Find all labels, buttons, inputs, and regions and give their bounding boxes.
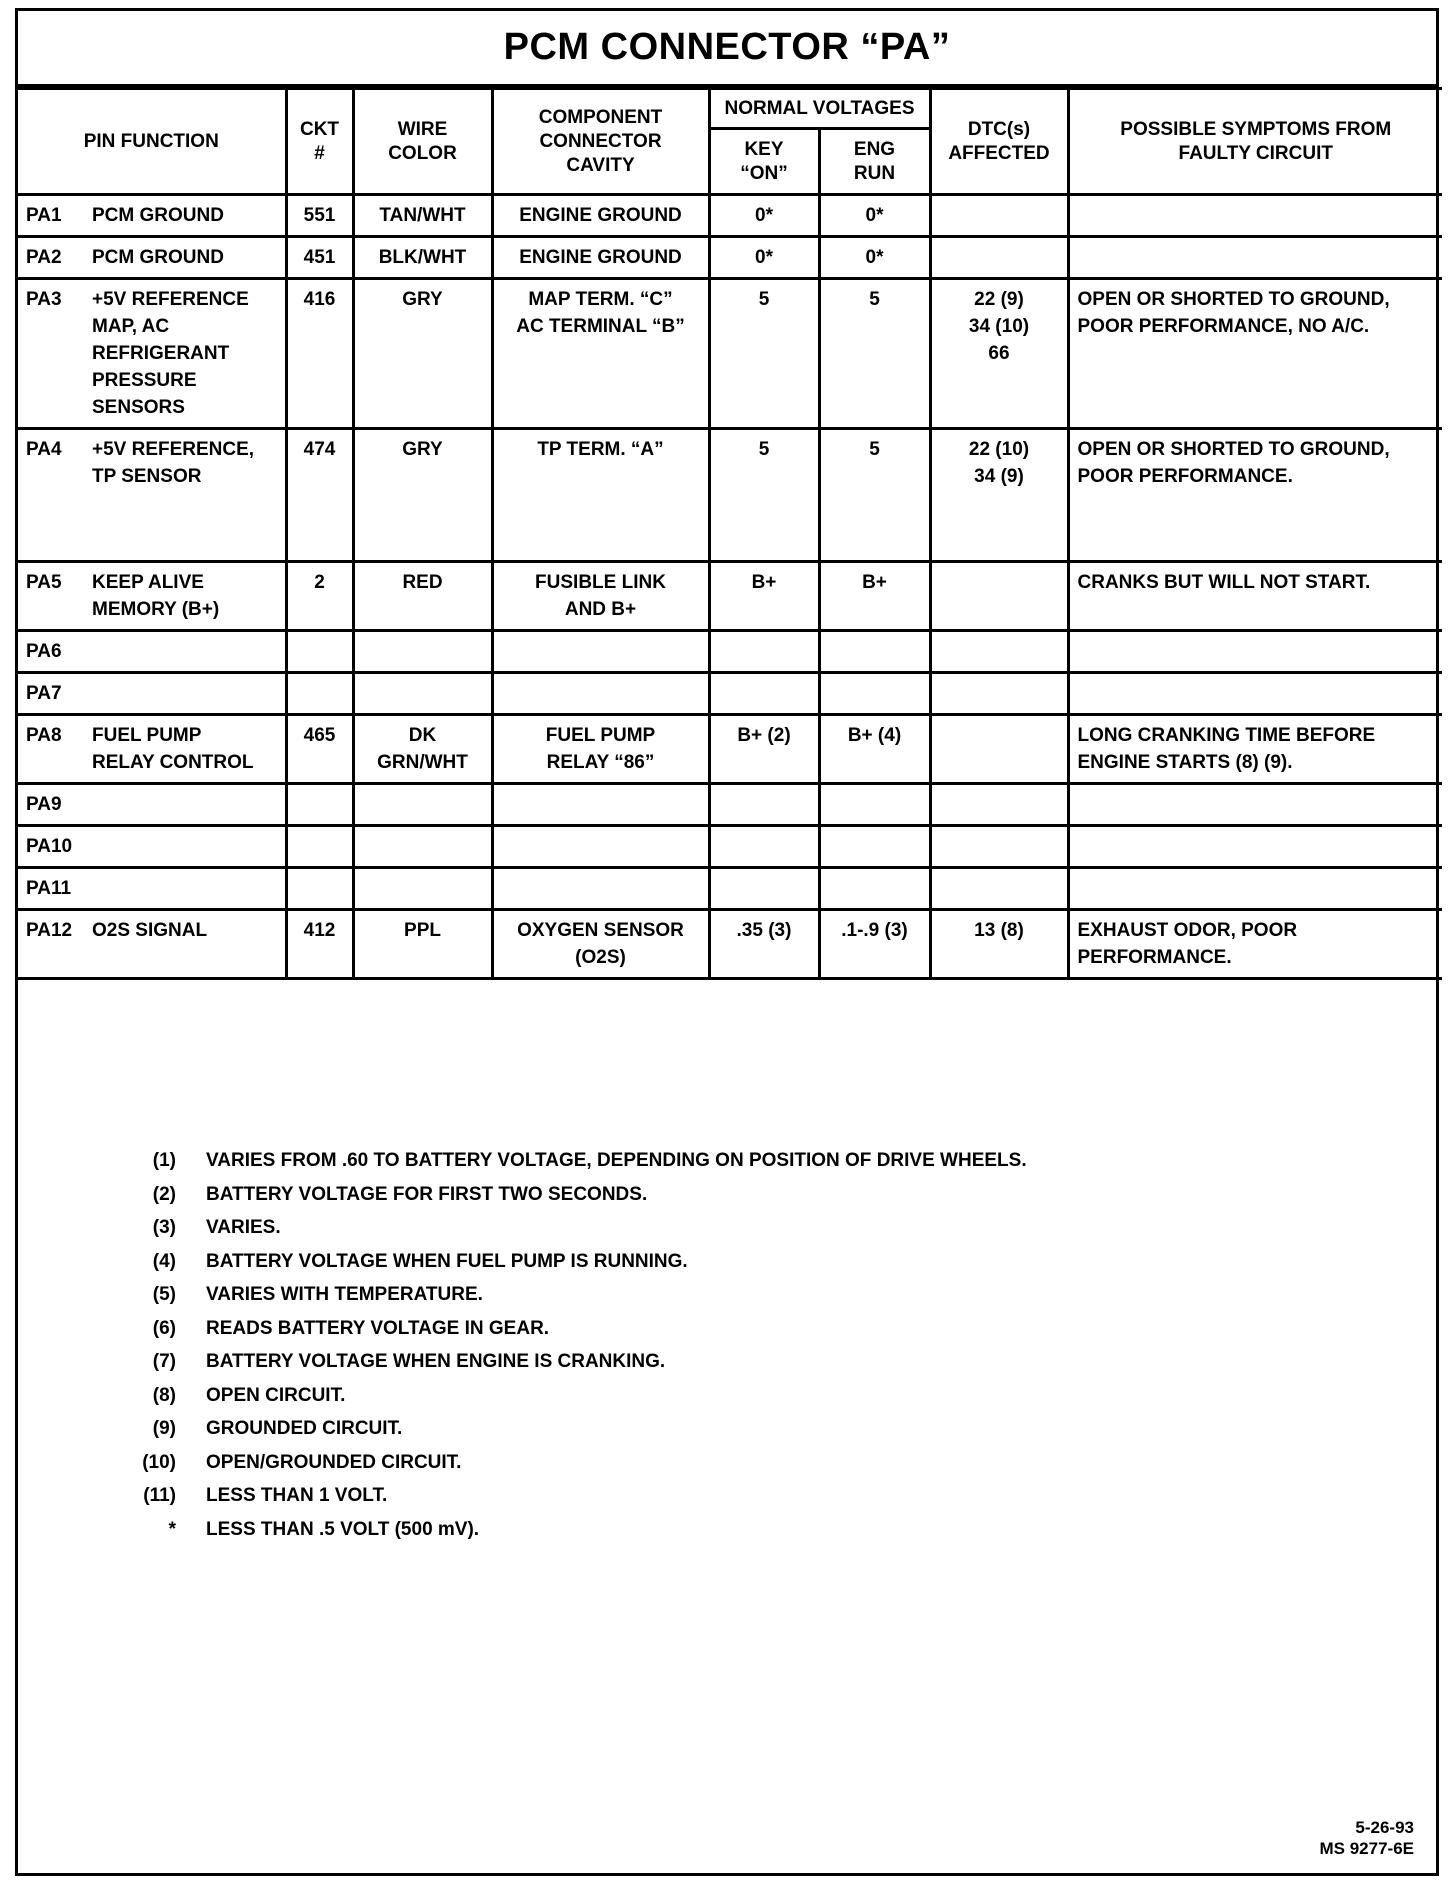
table-row (18, 826, 1442, 868)
pin-id: PA7 (26, 683, 62, 704)
pin-function (92, 875, 277, 902)
footnote-number: (5) (152, 1284, 176, 1305)
footnote-text: BATTERY VOLTAGE FOR FIRST TWO SECONDS. (206, 1183, 648, 1205)
pin-id: PA8 (26, 725, 62, 746)
pin-function-cell (18, 429, 286, 562)
header-key-on: KEY “ON” (709, 129, 819, 195)
circuit-number: 451 (286, 237, 353, 279)
key-on-voltage: 5 (709, 429, 819, 562)
pin-function: PCM GROUND (92, 205, 224, 226)
circuit-number (286, 673, 353, 715)
key-on-voltage: .35 (3) (709, 910, 819, 979)
dtc-affected (930, 195, 1068, 237)
possible-symptoms (1068, 195, 1442, 237)
eng-run-voltage (819, 673, 930, 715)
document-footer (1320, 1817, 1415, 1859)
table-row (18, 673, 1442, 715)
footnote-text: VARIES FROM .60 TO BATTERY VOLTAGE, DEPENDING ON POSITION OF DRIVE WHEELS. (206, 1150, 1027, 1171)
header-symptoms: POSSIBLE SYMPTOMS FROM FAULTY CIRCUIT (1068, 89, 1442, 195)
wire-color: BLK/WHT (353, 237, 492, 279)
dtc-affected (930, 631, 1068, 673)
wire-color (353, 673, 492, 715)
component-cavity: OXYGEN SENSOR (O2S) (492, 910, 709, 979)
circuit-number (286, 868, 353, 910)
footnote-text: LESS THAN 1 VOLT. (206, 1485, 388, 1506)
eng-run-voltage (819, 826, 930, 868)
possible-symptoms: EXHAUST ODOR, POOR PERFORMANCE. (1068, 910, 1442, 979)
table-row (18, 715, 1442, 784)
dtc-affected: 22 (9) 34 (10) 66 (930, 279, 1068, 429)
eng-run-voltage: 5 (819, 429, 930, 562)
key-on-voltage (709, 868, 819, 910)
header-normal-voltages: NORMAL VOLTAGES (709, 89, 930, 129)
footnote-number: (10) (142, 1451, 176, 1473)
wire-color (353, 868, 492, 910)
eng-run-voltage (819, 784, 930, 826)
key-on-voltage (709, 784, 819, 826)
connector-sheet (15, 8, 1439, 1876)
wire-color (353, 631, 492, 673)
eng-run-voltage: .1-.9 (3) (819, 910, 930, 979)
footnote-number: (4) (152, 1250, 176, 1272)
footnote-text: OPEN/GROUNDED CIRCUIT. (206, 1451, 462, 1473)
header-dtc: DTC(s) AFFECTED (930, 89, 1068, 195)
footnote (128, 1479, 1027, 1513)
wire-color: GRY (353, 279, 492, 429)
component-cavity: ENGINE GROUND (492, 195, 709, 237)
footnote (128, 1278, 1027, 1312)
wire-color: DK GRN/WHT (353, 715, 492, 784)
pin-id: PA12 (26, 920, 73, 941)
component-cavity (492, 826, 709, 868)
pin-function (92, 833, 277, 860)
circuit-number: 465 (286, 715, 353, 784)
footnote (128, 1345, 1027, 1379)
footnote (128, 1412, 1027, 1446)
pin-function-cell (18, 631, 286, 673)
footnote (128, 1446, 1027, 1480)
possible-symptoms: OPEN OR SHORTED TO GROUND, POOR PERFORMANCE, NO A/C. (1068, 279, 1442, 429)
pin-function-cell (18, 868, 286, 910)
circuit-number: 2 (286, 562, 353, 631)
footnote-text: READS BATTERY VOLTAGE IN GEAR. (206, 1317, 550, 1339)
table-row (18, 910, 1442, 979)
pin-function (92, 638, 277, 665)
footnote-text: GROUNDED CIRCUIT. (206, 1418, 403, 1439)
component-cavity (492, 784, 709, 826)
footnote (128, 1178, 1027, 1212)
table-row (18, 562, 1442, 631)
component-cavity (492, 673, 709, 715)
footnote-number: * (168, 1518, 176, 1540)
table-row (18, 279, 1442, 429)
footnote (128, 1144, 1027, 1178)
pin-function (92, 791, 277, 818)
footnote-number: (11) (143, 1485, 176, 1506)
possible-symptoms: OPEN OR SHORTED TO GROUND, POOR PERFORMANCE. (1068, 429, 1442, 562)
eng-run-voltage (819, 868, 930, 910)
eng-run-voltage: 5 (819, 279, 930, 429)
key-on-voltage: B+ (2) (709, 715, 819, 784)
footnote-text: VARIES WITH TEMPERATURE. (206, 1284, 483, 1305)
component-cavity: MAP TERM. “C” AC TERMINAL “B” (492, 279, 709, 429)
possible-symptoms (1068, 673, 1442, 715)
header-eng-run: ENG RUN (819, 129, 930, 195)
header-component: COMPONENT CONNECTOR CAVITY (492, 89, 709, 195)
table-row (18, 868, 1442, 910)
component-cavity: ENGINE GROUND (492, 237, 709, 279)
pin-function: KEEP ALIVE MEMORY (B+) (92, 572, 220, 620)
footnote-text: OPEN CIRCUIT. (206, 1384, 346, 1406)
wire-color: RED (353, 562, 492, 631)
wire-color: TAN/WHT (353, 195, 492, 237)
footnote-number: (7) (152, 1351, 176, 1372)
possible-symptoms: LONG CRANKING TIME BEFORE ENGINE STARTS (8) (9). (1068, 715, 1442, 784)
eng-run-voltage: B+ (819, 562, 930, 631)
circuit-number: 474 (286, 429, 353, 562)
pin-id: PA10 (26, 836, 73, 857)
pin-id: PA4 (26, 439, 62, 460)
footnote-number: (1) (152, 1150, 176, 1171)
footnote (128, 1312, 1027, 1346)
key-on-voltage: B+ (709, 562, 819, 631)
table-row (18, 195, 1442, 237)
component-cavity: TP TERM. “A” (492, 429, 709, 562)
footer-code: MS 9277-6E (1319, 1839, 1414, 1858)
dtc-affected (930, 715, 1068, 784)
wire-color (353, 784, 492, 826)
pin-function: PCM GROUND (92, 247, 224, 268)
pin-id: PA3 (26, 289, 62, 310)
circuit-number: 416 (286, 279, 353, 429)
eng-run-voltage: B+ (4) (819, 715, 930, 784)
eng-run-voltage: 0* (819, 195, 930, 237)
pin-function: FUEL PUMP RELAY CONTROL (92, 725, 254, 773)
circuit-number (286, 631, 353, 673)
footnote (128, 1379, 1027, 1413)
key-on-voltage (709, 826, 819, 868)
eng-run-voltage (819, 631, 930, 673)
circuit-number (286, 784, 353, 826)
header-wire-color: WIRE COLOR (353, 89, 492, 195)
possible-symptoms (1068, 826, 1442, 868)
dtc-affected (930, 673, 1068, 715)
pin-function-cell (18, 826, 286, 868)
footnote-text: BATTERY VOLTAGE WHEN ENGINE IS CRANKING. (206, 1351, 666, 1372)
pin-function-cell (18, 279, 286, 429)
footnote-text: VARIES. (206, 1217, 281, 1238)
circuit-number: 551 (286, 195, 353, 237)
table-row (18, 784, 1442, 826)
pin-id: PA5 (26, 572, 62, 593)
footnotes (128, 1144, 1027, 1546)
footnote (128, 1245, 1027, 1279)
possible-symptoms (1068, 868, 1442, 910)
footnote-number: (8) (152, 1384, 176, 1406)
key-on-voltage: 0* (709, 237, 819, 279)
header-pin-function: PIN FUNCTION (18, 89, 286, 195)
footnote (128, 1211, 1027, 1245)
component-cavity (492, 631, 709, 673)
page-title: PCM CONNECTOR “PA” (18, 11, 1436, 87)
dtc-affected: 22 (10) 34 (9) (930, 429, 1068, 562)
footnote-number: (9) (152, 1418, 176, 1439)
pin-function-cell (18, 237, 286, 279)
footnote-text: LESS THAN .5 VOLT (500 mV). (206, 1518, 480, 1540)
pin-table (18, 87, 1442, 980)
dtc-affected (930, 562, 1068, 631)
wire-color (353, 826, 492, 868)
pin-id: PA2 (26, 247, 62, 268)
pin-function-cell (18, 562, 286, 631)
pin-function-cell (18, 784, 286, 826)
pin-id: PA9 (26, 794, 62, 815)
dtc-affected (930, 826, 1068, 868)
component-cavity: FUSIBLE LINK AND B+ (492, 562, 709, 631)
table-row (18, 429, 1442, 562)
footer-date: 5-26-93 (1355, 1818, 1414, 1837)
key-on-voltage: 5 (709, 279, 819, 429)
pin-id: PA11 (26, 878, 72, 899)
footnote-number: (3) (152, 1217, 176, 1238)
table-row (18, 631, 1442, 673)
component-cavity: FUEL PUMP RELAY “86” (492, 715, 709, 784)
possible-symptoms (1068, 784, 1442, 826)
pin-function-cell (18, 673, 286, 715)
pin-function: +5V REFERENCE MAP, AC REFRIGERANT PRESSURE SENSORS (92, 289, 249, 418)
key-on-voltage (709, 673, 819, 715)
wire-color: PPL (353, 910, 492, 979)
possible-symptoms (1068, 237, 1442, 279)
pin-function (92, 680, 277, 707)
footnote-number: (6) (152, 1317, 176, 1339)
circuit-number (286, 826, 353, 868)
wire-color: GRY (353, 429, 492, 562)
header-ckt: CKT # (286, 89, 353, 195)
footnote-number: (2) (152, 1183, 176, 1205)
pin-function-cell (18, 910, 286, 979)
circuit-number: 412 (286, 910, 353, 979)
footnote (128, 1513, 1027, 1547)
key-on-voltage: 0* (709, 195, 819, 237)
pin-function: O2S SIGNAL (92, 920, 208, 941)
pin-function: +5V REFERENCE, TP SENSOR (92, 439, 255, 487)
dtc-affected (930, 237, 1068, 279)
possible-symptoms: CRANKS BUT WILL NOT START. (1068, 562, 1442, 631)
pin-id: PA6 (26, 641, 62, 662)
key-on-voltage (709, 631, 819, 673)
dtc-affected (930, 868, 1068, 910)
dtc-affected (930, 784, 1068, 826)
component-cavity (492, 868, 709, 910)
footnote-text: BATTERY VOLTAGE WHEN FUEL PUMP IS RUNNING. (206, 1250, 688, 1272)
pin-function-cell (18, 715, 286, 784)
pin-id: PA1 (26, 205, 62, 226)
dtc-affected: 13 (8) (930, 910, 1068, 979)
table-row (18, 237, 1442, 279)
possible-symptoms (1068, 631, 1442, 673)
eng-run-voltage: 0* (819, 237, 930, 279)
pin-function-cell (18, 195, 286, 237)
